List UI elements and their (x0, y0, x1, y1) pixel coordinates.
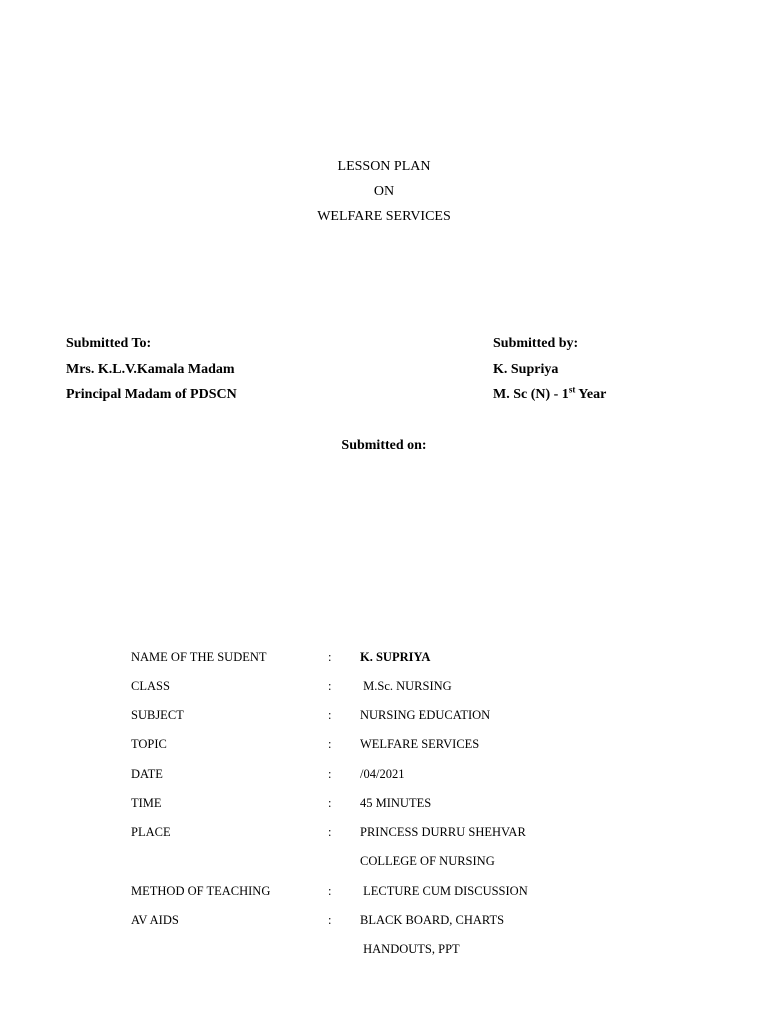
detail-value: BLACK BOARD, CHARTS (360, 913, 505, 927)
title-topic: WELFARE SERVICES (317, 209, 451, 224)
detail-separator: : (328, 679, 332, 693)
detail-row (0, 912, 768, 928)
detail-label: CLASS (131, 679, 170, 693)
detail-row (0, 941, 768, 957)
detail-separator: : (328, 767, 332, 781)
detail-row (0, 824, 768, 840)
detail-separator: : (328, 825, 332, 839)
submitted-to-heading: Submitted To: (66, 336, 152, 351)
detail-label: DATE (131, 767, 163, 781)
detail-value: LECTURE CUM DISCUSSION (360, 884, 528, 898)
detail-value: M.Sc. NURSING (360, 679, 452, 693)
submitted-by-heading: Submitted by: (493, 336, 579, 351)
detail-row (0, 649, 768, 665)
detail-value: PRINCESS DURRU SHEHVAR (360, 825, 526, 839)
submitted-by-name: K. Supriya (493, 362, 559, 377)
detail-separator: : (328, 708, 332, 722)
detail-row (0, 766, 768, 782)
detail-row (0, 883, 768, 899)
detail-label: AV AIDS (131, 913, 179, 927)
detail-label: TIME (131, 796, 162, 810)
course-suffix: Year (575, 387, 607, 402)
detail-value: WELFARE SERVICES (360, 737, 480, 751)
detail-value: HANDOUTS, PPT (360, 942, 460, 956)
detail-separator: : (328, 796, 332, 810)
detail-value: 45 MINUTES (360, 796, 432, 810)
detail-value: NURSING EDUCATION (360, 708, 491, 722)
detail-label: METHOD OF TEACHING (131, 884, 271, 898)
detail-value: COLLEGE OF NURSING (360, 854, 495, 868)
detail-value: K. SUPRIYA (360, 650, 431, 664)
detail-label: SUBJECT (131, 708, 184, 722)
title-on: ON (373, 184, 395, 199)
detail-row (0, 736, 768, 752)
detail-separator: : (328, 737, 332, 751)
detail-row (0, 795, 768, 811)
detail-row (0, 707, 768, 723)
submitted-by-course (493, 384, 607, 403)
detail-separator: : (328, 884, 332, 898)
detail-label: NAME OF THE SUDENT (131, 650, 267, 664)
course-prefix: M. Sc (N) - 1 (493, 387, 569, 402)
detail-row (0, 678, 768, 694)
submitted-on-heading: Submitted on: (341, 438, 427, 453)
submitted-to-name: Mrs. K.L.V.Kamala Madam (66, 362, 235, 377)
detail-separator: : (328, 913, 332, 927)
detail-label: TOPIC (131, 737, 167, 751)
submitted-to-designation: Principal Madam of PDSCN (66, 387, 237, 402)
detail-row (0, 853, 768, 869)
title-lesson-plan: LESSON PLAN (337, 159, 431, 174)
course-superscript: st (568, 384, 576, 395)
detail-label: PLACE (131, 825, 171, 839)
detail-value: /04/2021 (360, 767, 405, 781)
detail-separator: : (328, 650, 332, 664)
